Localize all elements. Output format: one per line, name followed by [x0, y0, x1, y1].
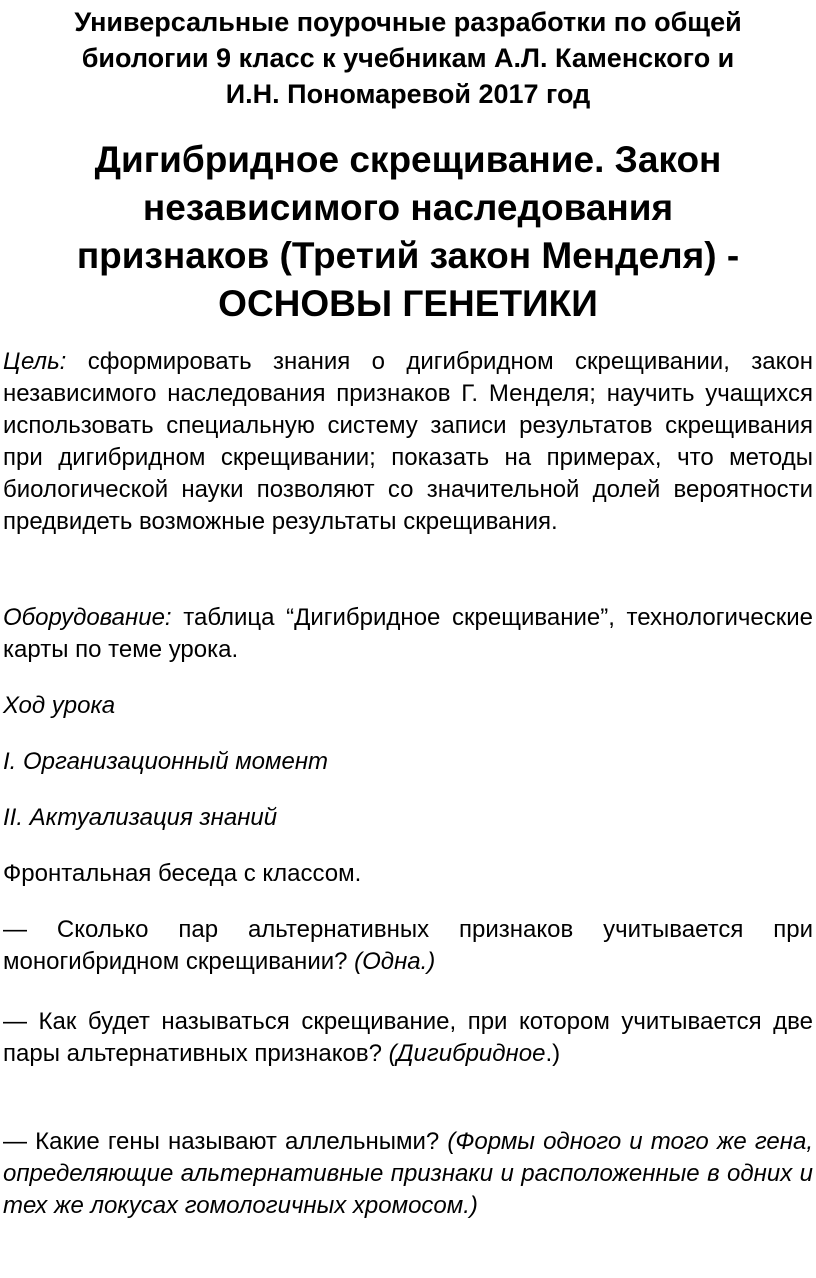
goal-paragraph — [3, 346, 813, 538]
question-2-answer: Дигибридное — [396, 1040, 546, 1067]
equipment-label: Оборудование: — [3, 604, 172, 631]
question-3-answer: (Формы одного и того же гена, определяющие альтернативные признаки и расположенные в одних и тех же локусах гомологичных хромосом.) — [3, 1128, 813, 1219]
lesson-title-line-1: Дигибридное скрещивание. Закон — [94, 139, 722, 180]
question-2-text: — Как будет называться скрещивание, при котором учитывается две пары альтернативных признаков? — [3, 1008, 813, 1067]
lesson-title-line-2: независимого наследования — [142, 187, 674, 228]
question-1-answer: (Одна.) — [354, 948, 436, 975]
question-3 — [3, 1126, 813, 1222]
equipment-text: таблица “Дигибридное скрещивание”, технологические карты по теме урока. — [3, 604, 813, 663]
book-header-line-2: биологии 9 класс к учебникам А.Л. Каменского и — [81, 43, 735, 73]
book-header-line-3: И.Н. Пономаревой 2017 год — [225, 79, 591, 109]
lesson-title — [0, 136, 816, 328]
goal-text: сформировать знания о дигибридном скрещивании, закон независимого наследования признаков Г. Менделя; научить учащихся использовать специальную систему записи результатов скрещивания при дигибридном скрещивании; показать на примерах, что методы биологической науки позволяют со значительной долей вероятности предвидеть возможные результаты скрещивания. — [3, 348, 813, 535]
question-1-text: — Сколько пар альтернативных признаков учитывается при моногибридном скрещивании? — [3, 916, 813, 975]
stage-2-heading: II. Актуализация знаний — [3, 804, 278, 831]
question-2-answer-close: .) — [545, 1040, 561, 1067]
book-header-line-1: Универсальные поурочные разработки по общей — [74, 7, 742, 37]
equipment-paragraph — [3, 602, 813, 666]
stage-1-heading: I. Организационный момент — [3, 748, 329, 775]
frontal-conversation: Фронтальная беседа с классом. — [3, 860, 362, 887]
goal-label: Цель: — [3, 348, 67, 375]
question-2-answer-open: ( — [388, 1040, 397, 1067]
question-2 — [3, 1006, 813, 1070]
question-3-text: — Какие гены называют аллельными? — [3, 1128, 448, 1155]
lesson-flow-heading: Ход урока — [3, 692, 116, 719]
lesson-title-line-3: признаков (Третий закон Менделя) - — [76, 235, 740, 276]
book-header — [0, 4, 816, 112]
question-1 — [3, 914, 813, 978]
lesson-title-line-4: ОСНОВЫ ГЕНЕТИКИ — [218, 283, 598, 324]
